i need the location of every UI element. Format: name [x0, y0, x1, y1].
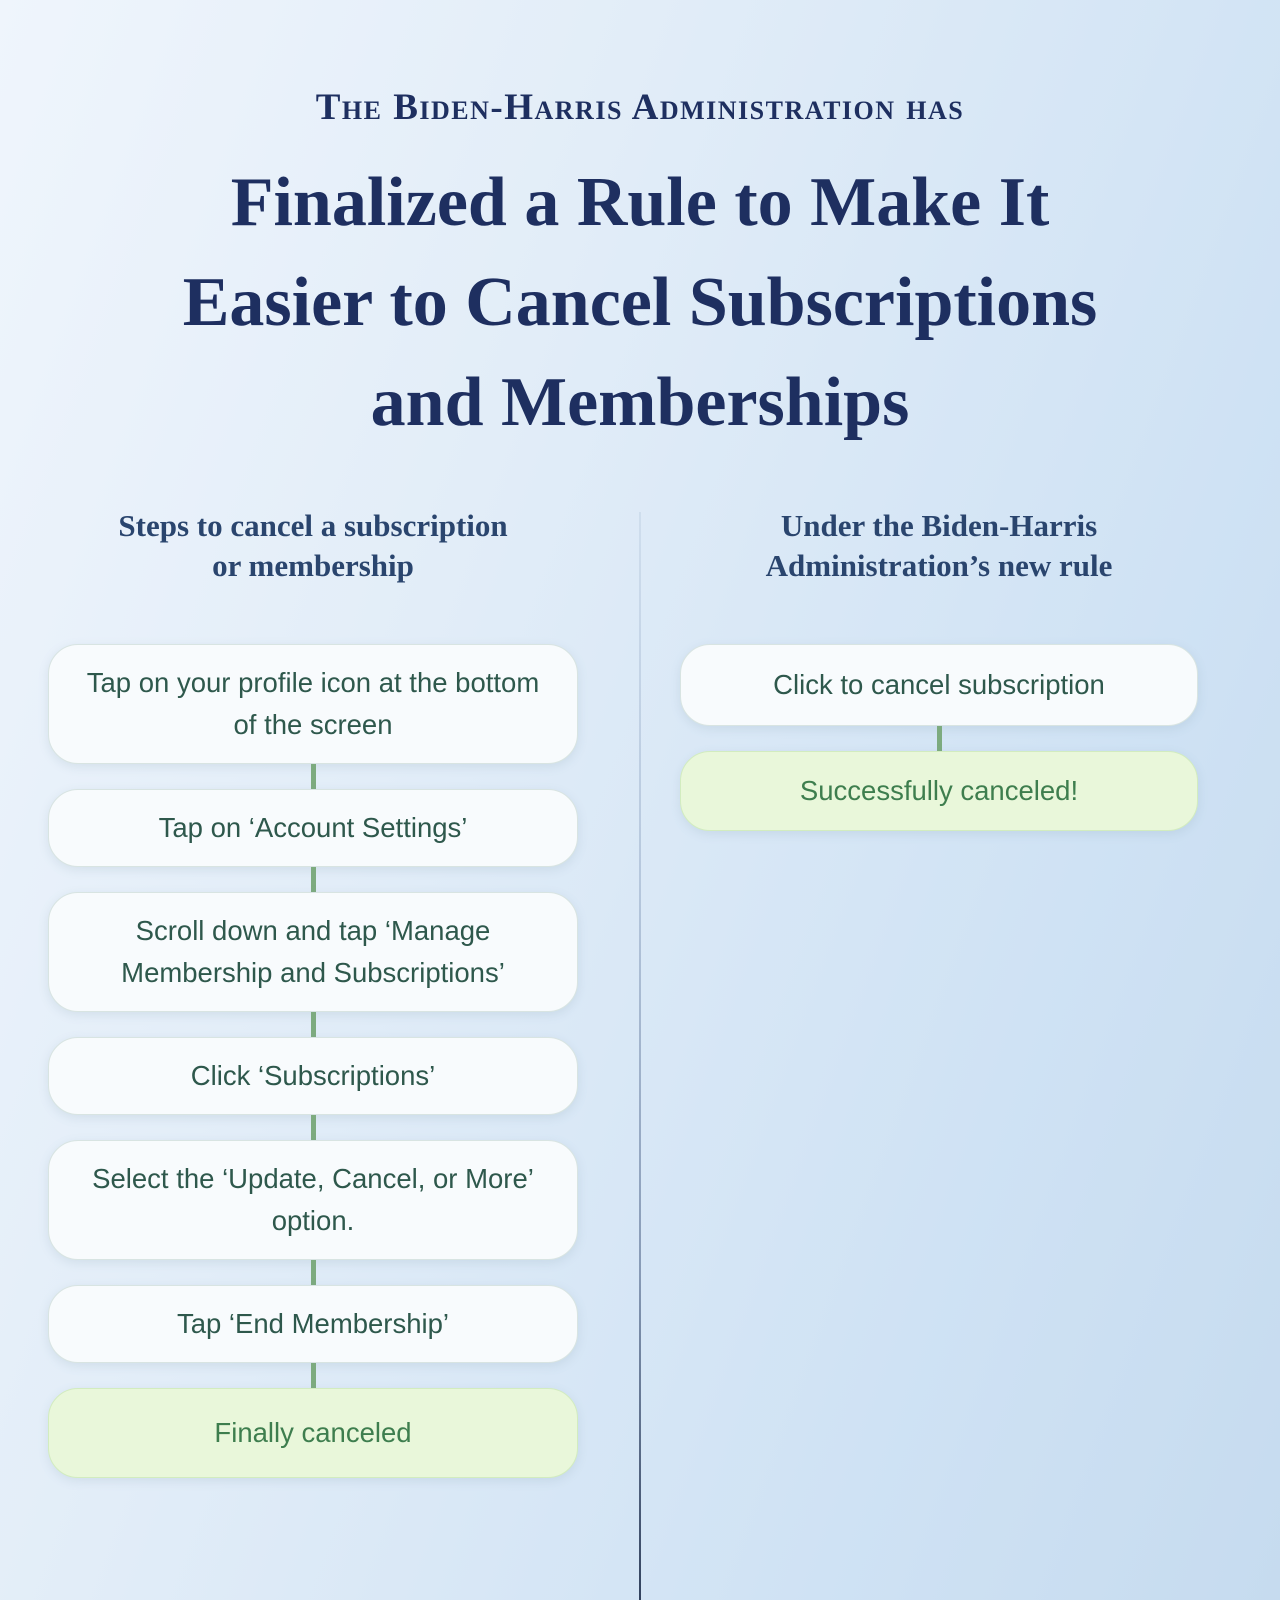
flow-connector [311, 1115, 316, 1140]
step-box-click-to-cancel [680, 644, 1198, 726]
left-column-heading [48, 506, 578, 586]
title-line-1: Finalized a Rule to Make It [230, 164, 1050, 241]
result-label: Successfully canceled! [799, 775, 1079, 806]
left-heading-line-1: Steps to cancel a subscription [118, 508, 508, 543]
step-box-end-membership [48, 1285, 578, 1363]
step-box-update-cancel-more [48, 1140, 578, 1260]
step-box-account-settings [48, 789, 578, 867]
left-flowchart [48, 644, 578, 1478]
title-line-2: Easier to Cancel Subscriptions [182, 264, 1098, 341]
flow-connector [311, 1012, 316, 1037]
step-box-manage-membership [48, 892, 578, 1012]
step-label: Click to cancel subscription [773, 669, 1105, 700]
step-label: Select the ‘Update, Cancel, or More’ option. [92, 1163, 534, 1236]
right-heading-line-2: Administration’s new rule [765, 548, 1113, 583]
new-rule-column [680, 506, 1198, 831]
old-steps-column [48, 506, 578, 1478]
step-label: Tap ‘End Membership’ [176, 1308, 450, 1339]
step-label: Tap on ‘Account Settings’ [158, 812, 468, 843]
title-line-3: and Memberships [370, 364, 910, 441]
left-heading-line-2: or membership [212, 548, 414, 583]
page-title [0, 153, 1280, 453]
column-divider [639, 512, 641, 1600]
result-label: Finally canceled [214, 1417, 412, 1448]
flow-connector [311, 1260, 316, 1285]
step-label: Click ‘Subscriptions’ [190, 1060, 436, 1091]
right-heading-line-1: Under the Biden-Harris [780, 508, 1098, 543]
eyebrow-text: The Biden-Harris Administration has [315, 87, 965, 128]
result-box-finally-canceled [48, 1388, 578, 1478]
step-box-profile-icon [48, 644, 578, 764]
step-box-subscriptions [48, 1037, 578, 1115]
step-label: Tap on your profile icon at the bottom of the screen [86, 667, 540, 740]
flow-connector [937, 726, 942, 751]
result-box-successfully-canceled [680, 751, 1198, 831]
step-label: Scroll down and tap ‘Manage Membership and Subscriptions’ [121, 915, 505, 988]
flow-connector [311, 764, 316, 789]
flow-connector [311, 867, 316, 892]
right-flowchart [680, 644, 1198, 831]
right-column-heading [680, 506, 1198, 586]
flow-connector [311, 1363, 316, 1388]
